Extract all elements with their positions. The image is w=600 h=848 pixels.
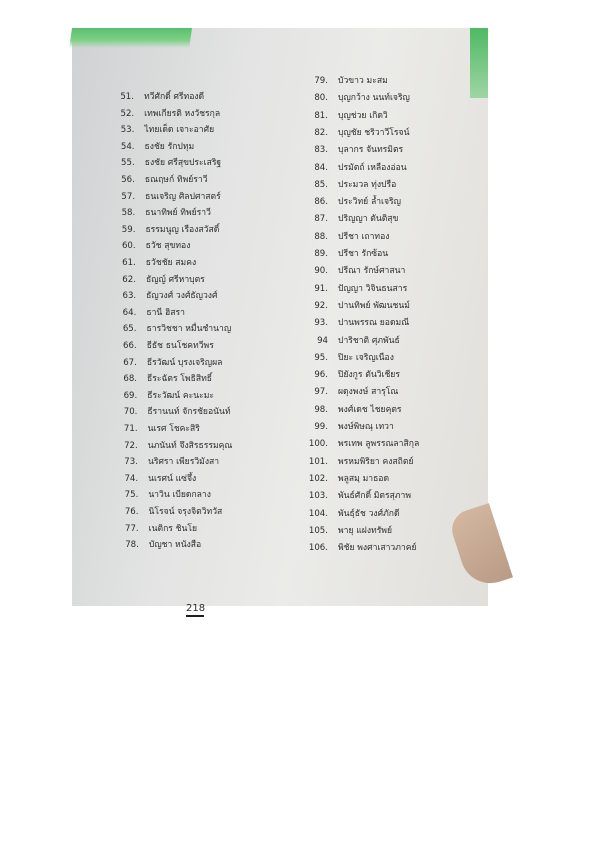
name-list-entry	[111, 142, 195, 153]
entry-number: 58.	[121, 208, 136, 219]
name-list-entry	[113, 358, 223, 369]
name-list-entry	[300, 214, 398, 225]
entry-number: 61.	[122, 258, 136, 268]
green-cover-edge	[69, 28, 192, 48]
name-list-entry	[300, 457, 414, 468]
entry-name: บุญชัย ชริวาวีโรจน์	[338, 127, 410, 138]
entry-number: 55.	[121, 158, 135, 169]
name-list-entry	[300, 284, 407, 295]
entry-number: 94	[317, 335, 328, 346]
entry-name: พงศ์เดช ไชยคุตร	[338, 404, 402, 415]
entry-number: 83.	[314, 145, 328, 156]
entry-name: พรเทพ ลูพรรณลาสิกุล	[338, 439, 420, 450]
entry-name: ไทยเด็ด เจาะอาศัย	[144, 125, 215, 136]
entry-name: พันธุ์ธัช วงศ์ภักดี	[338, 508, 400, 519]
entry-name: ธณฤษก์ ทิพย์ราวี	[144, 175, 208, 185]
entry-number: 99.	[314, 422, 328, 432]
entry-name: ปรีณา รักษ์ศาสนา	[338, 266, 406, 277]
entry-name: ธัญญ์ ศรีหาบุตร	[145, 274, 205, 285]
entry-name: บุญกว้าง นนท์เจริญ	[338, 93, 410, 104]
name-list-entry	[300, 543, 417, 554]
name-list-entry	[113, 374, 212, 385]
entry-name: ธีรวัฒน์ บุรงเจริญผล	[146, 357, 223, 368]
entry-number: 75.	[124, 490, 139, 501]
entry-name: นภนันท์ จึงสิรธรรมคุณ	[147, 440, 233, 451]
name-list-entry	[300, 422, 394, 433]
entry-name: นริศรา เพียรวิมังสา	[147, 457, 220, 468]
entry-name: ปิยังกูร ตันวิเชียร	[338, 370, 400, 381]
entry-number: 93.	[314, 318, 328, 329]
entry-name: พงษ์พิษณุ เทวา	[338, 422, 394, 432]
entry-number: 103.	[308, 491, 328, 502]
name-list-entry	[111, 208, 211, 219]
entry-number: 89.	[314, 249, 328, 259]
thumb-holding-page	[447, 503, 513, 591]
entry-number: 72.	[124, 440, 138, 451]
entry-number: 95.	[314, 352, 328, 363]
entry-number: 63.	[122, 291, 137, 302]
name-list-entry	[110, 125, 214, 136]
entry-name: ปรีชา รักซ้อน	[338, 249, 389, 259]
entry-name: ธวัช สุขทอง	[145, 241, 191, 252]
page-number: 218	[186, 603, 206, 614]
entry-number: 52.	[120, 108, 135, 119]
entry-number: 84.	[314, 162, 328, 173]
entry-name: ทวีศักดิ์ ศรีทองดี	[144, 92, 205, 102]
entry-name: ประมวล ทุ่งปรือ	[338, 179, 397, 190]
entry-number: 68.	[123, 374, 138, 385]
entry-number: 62.	[122, 274, 136, 285]
entry-name: ธารวิชชา หมื่นชำนาญ	[146, 324, 232, 335]
entry-number: 86.	[314, 197, 328, 208]
entry-name: ผดุงพงษ์ สารุโณ	[338, 387, 399, 398]
name-list-entry	[300, 370, 400, 381]
entry-name: ธานี ฮิสรา	[146, 307, 185, 318]
page-number-underline	[186, 615, 204, 617]
entry-number: 73.	[124, 457, 138, 468]
entry-name: ปริญญา ตันติสุข	[338, 214, 399, 225]
name-list-entry	[111, 175, 208, 186]
entry-name: ปัญญา วิจินธนสาร	[338, 283, 408, 294]
entry-number: 98.	[314, 404, 328, 415]
entry-name: ปาริชาติ ศุภพันธ์	[338, 335, 400, 346]
entry-name: ปรมัตถ์ เหลืองอ่อน	[338, 162, 407, 173]
name-list-entry	[300, 163, 407, 174]
entry-number: 102.	[308, 473, 328, 484]
name-list-entry	[115, 507, 223, 518]
entry-number: 79.	[314, 76, 328, 86]
entry-number: 105.	[308, 525, 328, 536]
entry-name: ธงชัย ศรีสุขประเสริฐ	[144, 158, 222, 169]
entry-name: พายุ แฝงทรัพย์	[338, 525, 393, 536]
name-list-entry	[111, 192, 221, 203]
name-list-entry	[110, 109, 220, 120]
name-list-entry	[112, 291, 217, 302]
entry-number: 53.	[120, 125, 135, 136]
entry-name: บัวขาว มะสม	[338, 76, 388, 86]
name-list-entry	[114, 457, 219, 468]
entry-number: 88.	[314, 231, 328, 242]
name-list-entry	[300, 145, 403, 156]
entry-number: 56.	[121, 175, 135, 185]
entry-number: 90.	[314, 266, 328, 277]
entry-name: ธีรานนท์ จักรชัยอนันท์	[147, 407, 231, 418]
name-list-entry	[300, 439, 419, 450]
name-list-entry	[111, 158, 221, 169]
name-list-entry	[112, 258, 196, 269]
name-list-entry	[114, 424, 200, 435]
entry-name: ปานทิพย์ พัฒนชนม์	[338, 300, 410, 311]
entry-number: 91.	[314, 283, 328, 294]
entry-number: 77.	[125, 523, 139, 534]
entry-name: ธรรมนูญ เรืองสวัสดิ์	[145, 224, 220, 235]
entry-name: ประวิทย์ ล้ำเจริญ	[338, 197, 401, 208]
entry-name: ปรีชา เถาทอง	[338, 231, 390, 242]
name-list-entry	[300, 249, 388, 260]
entry-number: 92.	[314, 300, 328, 311]
entry-name: บุลากร จันทรมิตร	[338, 145, 404, 156]
entry-name: นิโรจน์ จรุงจิตวิทวัส	[148, 507, 223, 517]
name-list-entry	[300, 318, 409, 329]
entry-number: 65.	[122, 324, 137, 335]
entry-number: 66.	[123, 341, 137, 351]
entry-name: พิชัย พงศาเสาวภาคย์	[338, 543, 417, 554]
entry-number: 76.	[124, 507, 139, 517]
entry-number: 74.	[124, 473, 139, 484]
name-list-entry	[300, 509, 400, 520]
name-list-entry	[300, 266, 405, 277]
name-list-entry	[300, 93, 410, 104]
entry-name: บุญช่วย เกิดวิ	[338, 110, 388, 121]
name-list-entry	[300, 128, 409, 139]
entry-number: 106.	[308, 543, 328, 554]
name-list-entry	[300, 405, 402, 416]
entry-number: 64.	[122, 307, 137, 318]
entry-number: 57.	[121, 191, 136, 202]
book-page-photo	[72, 28, 488, 614]
entry-number: 101.	[308, 456, 328, 467]
name-list-entry	[113, 391, 214, 402]
name-list-entry	[115, 524, 197, 535]
entry-number: 104.	[308, 508, 328, 519]
name-list-entry	[112, 308, 185, 319]
name-list-entry	[300, 336, 400, 347]
name-list-entry	[114, 441, 233, 452]
entry-name: นเรศ โชคะสิริ	[147, 424, 200, 434]
entry-number: 87.	[314, 214, 328, 225]
name-list-entry	[300, 387, 398, 398]
entry-number: 60.	[121, 241, 136, 252]
entry-name: นเรศน์ แซ่จึ้ง	[148, 473, 197, 484]
name-list-entry	[114, 474, 196, 485]
entry-number: 100.	[308, 439, 328, 450]
entry-number: 78.	[125, 540, 139, 551]
name-list-entry	[114, 490, 211, 501]
entry-number: 80.	[314, 93, 328, 104]
entry-number: 81.	[314, 110, 328, 121]
entry-name: ธนเจริญ ศิลปศาสตร์	[145, 191, 221, 202]
entry-name: ธงชัย รักปทุม	[144, 141, 195, 152]
entry-number: 54.	[120, 141, 135, 152]
entry-name: ธีธัช ธนโชคทวีพร	[146, 341, 214, 351]
entry-name: พันธ์ศักดิ์ มิตรสุภาพ	[338, 491, 412, 502]
entry-number: 69.	[123, 390, 138, 401]
entry-name: เทพเกียรติ หงวัชรกุล	[144, 108, 221, 119]
name-list-entry	[300, 76, 388, 87]
name-list-entry	[110, 92, 204, 103]
name-list-entry	[300, 232, 389, 243]
entry-name: ธวัชชัย สมคง	[145, 258, 197, 268]
name-list-entry	[300, 353, 394, 364]
name-list-entry	[300, 491, 411, 502]
green-cover-edge-right	[470, 28, 488, 98]
entry-name: ปานพรรณ ยอดมณี	[338, 318, 410, 329]
entry-name: ธัญวงศ์ วงศ์ธัญวงศ์	[146, 291, 218, 302]
entry-number: 97.	[314, 387, 328, 398]
name-list-entry	[300, 197, 401, 208]
name-list-entry	[115, 540, 201, 551]
entry-name: พรหมพิริยา คงสถิตย์	[338, 456, 414, 467]
entry-name: ปิยะ เจริญเนือง	[338, 352, 394, 363]
name-list-entry	[300, 474, 389, 485]
entry-name: บัญชา หนังสือ	[148, 540, 202, 551]
name-list-entry	[111, 225, 219, 236]
entry-number: 67.	[123, 357, 137, 368]
entry-name: ธีระวัฒน์ คะนะมะ	[147, 390, 215, 401]
entry-number: 59.	[121, 224, 136, 235]
entry-name: เนติกร ชินโย	[148, 523, 197, 534]
entry-name: ธนาทิพย์ ทิพย์ราวี	[145, 208, 211, 219]
name-list-entry	[113, 407, 230, 418]
entry-name: นาวิน เบียดกลาง	[148, 490, 211, 501]
entry-number: 85.	[314, 179, 328, 190]
entry-number: 51.	[120, 92, 134, 102]
entry-name: ธีระฉัตร โพธิสิทธิ์	[147, 374, 212, 385]
entry-number: 96.	[314, 370, 328, 381]
name-list-entry	[300, 301, 410, 312]
entry-name: พลูสมฺ มาธอด	[338, 473, 390, 484]
name-list-entry	[300, 526, 392, 537]
name-list-entry	[112, 275, 205, 286]
name-list-entry	[300, 180, 396, 191]
name-list-entry	[113, 324, 232, 335]
entry-number: 71.	[123, 424, 138, 434]
name-list-entry	[113, 341, 214, 352]
entry-number: 70.	[123, 407, 138, 418]
entry-number: 82.	[314, 127, 328, 138]
name-list-entry	[112, 241, 191, 252]
name-list-entry	[300, 111, 388, 122]
